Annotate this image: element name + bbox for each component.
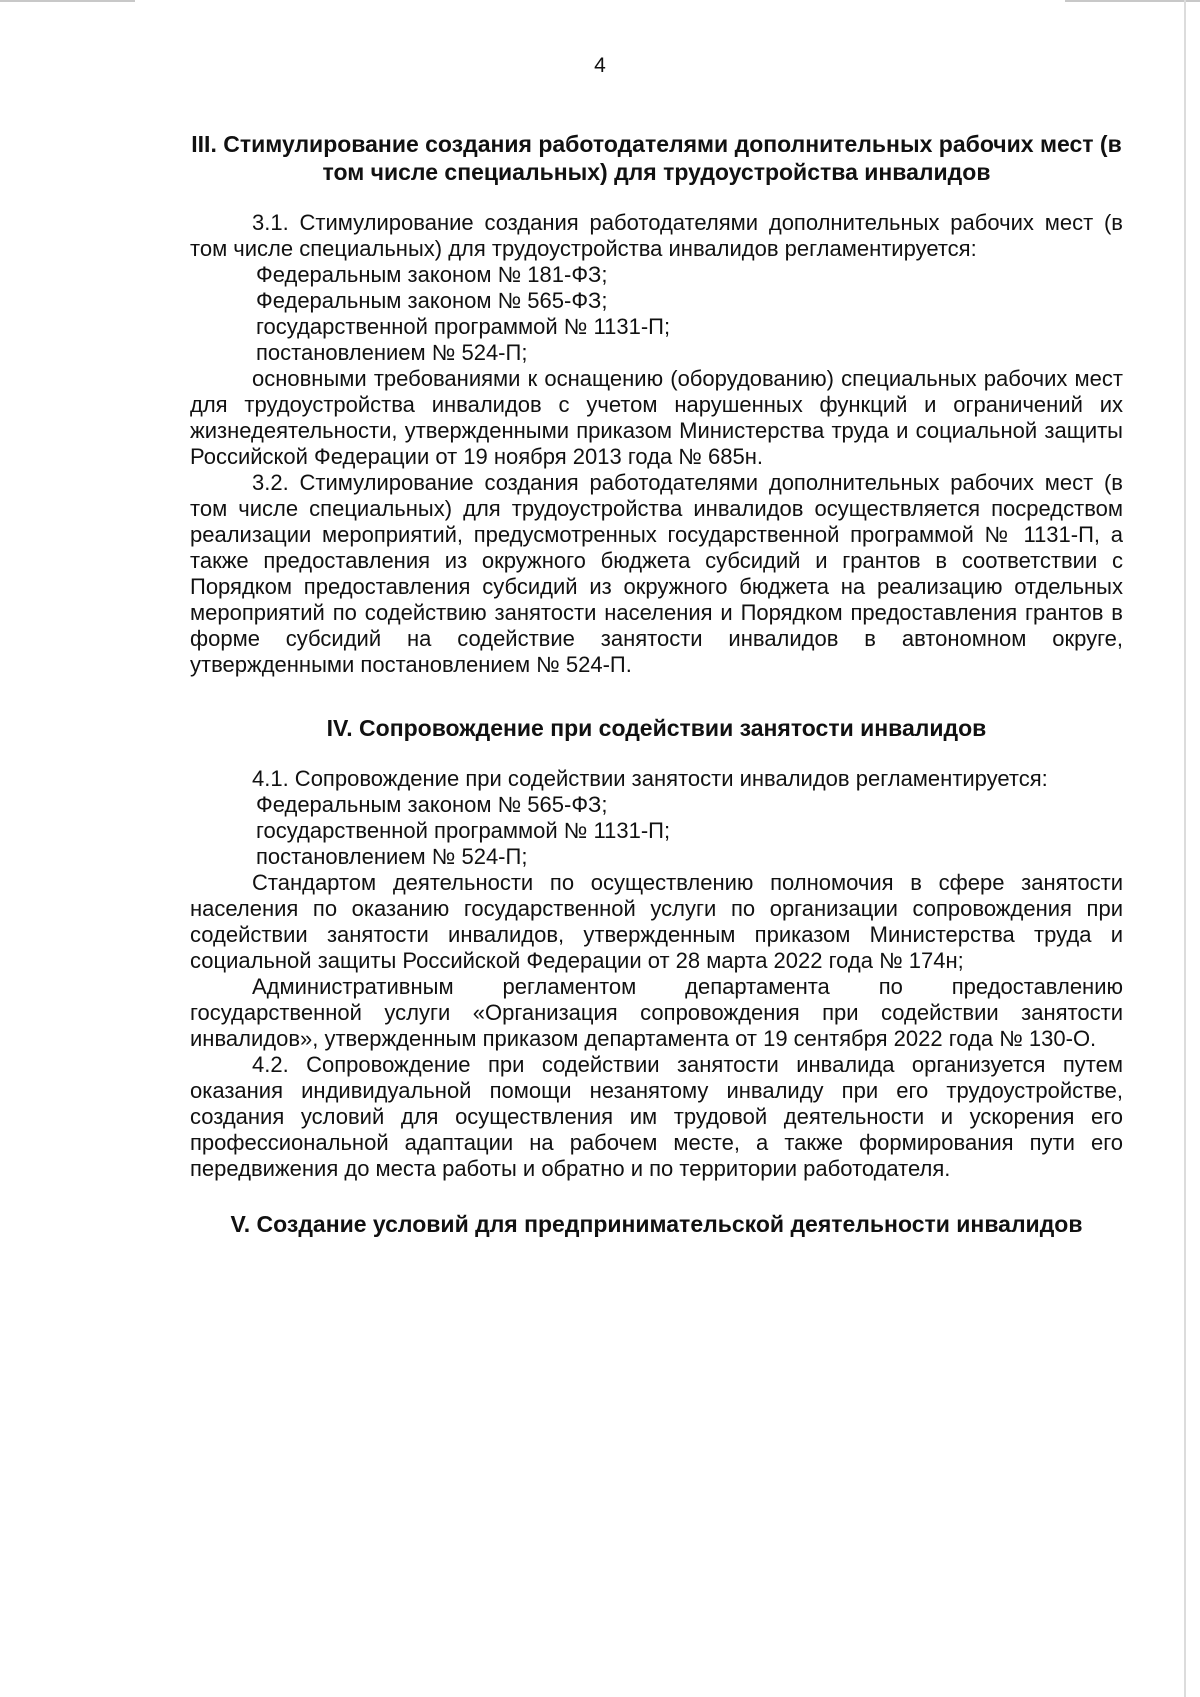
document-body xyxy=(190,130,1123,1262)
list-item: Федеральным законом № 181-ФЗ; xyxy=(256,262,608,287)
paragraph-4-1-regulation: Административным регламентом департамента по предоставлению государственной услуги «Организация сопровождения при содействии занятости инвалидов», утвержденным приказом департамента от 19 сентября 2022 года № 130-О. xyxy=(190,974,1123,1051)
list-item: государственной программой № 1131-П; xyxy=(256,314,671,339)
paragraph-4-2: 4.2. Сопровождение при содействии занятости инвалида организуется путем оказания индивидуальной помощи незанятому инвалиду при его трудоустройстве, создания условий для осуществления им трудовой деятельности и ускорения его профессиональной адаптации на рабочем месте, а также формирования пути его передвижения до места работы и обратно и по территории работодателя. xyxy=(190,1052,1123,1181)
section-5-heading: V. Создание условий для предпринимательской деятельности инвалидов xyxy=(230,1211,1083,1237)
paragraph-3-1-requirements: основными требованиями к оснащению (оборудованию) специальных рабочих мест для трудоустройства инвалидов с учетом нарушенных функций и ограничений их жизнедеятельности, утвержденными приказом Министерства труда и социальной защиты Российской Федерации от 19 ноября 2013 года № 685н. xyxy=(190,366,1123,469)
scan-edge-mark xyxy=(1065,0,1200,2)
paragraph-3-1-intro: 3.1. Стимулирование создания работодателями дополнительных рабочих мест (в том числе специальных) для трудоустройства инвалидов регламентируется: xyxy=(190,210,1123,261)
list-item: государственной программой № 1131-П; xyxy=(256,818,671,843)
list-item: Федеральным законом № 565-ФЗ; xyxy=(256,288,608,313)
list-item: Федеральным законом № 565-ФЗ; xyxy=(256,792,608,817)
section-3-heading: III. Стимулирование создания работодателями дополнительных рабочих мест (в том числе специальных) для трудоустройства инвалидов xyxy=(191,131,1122,185)
paragraph-3-2: 3.2. Стимулирование создания работодателями дополнительных рабочих мест (в том числе специальных) для трудоустройства инвалидов осуществляется посредством реализации мероприятий, предусмотренных государственной программой № 1131-П, а также предоставления из окружного бюджета субсидий и грантов в соответствии с Порядком предоставления субсидий из окружного бюджета на реализацию отдельных мероприятий по содействию занятости населения и Порядком предоставления грантов в форме субсидий на содействие занятости инвалидов в автономном округе, утвержденными постановлением № 524-П. xyxy=(190,470,1123,677)
scan-edge-mark xyxy=(0,0,135,2)
page-number: 4 xyxy=(594,54,606,77)
scan-edge-line xyxy=(1184,0,1186,1697)
list-item: постановлением № 524-П; xyxy=(256,844,528,869)
paragraph-4-1-standard: Стандартом деятельности по осуществлению полномочия в сфере занятости населения по оказанию государственной услуги по организации сопровождения при содействии занятости инвалидов, утвержденным приказом Министерства труда и социальной защиты Российской Федерации от 28 марта 2022 года № 174н; xyxy=(190,870,1123,973)
list-item: постановлением № 524-П; xyxy=(256,340,528,365)
section-4-heading: IV. Сопровождение при содействии занятости инвалидов xyxy=(326,715,987,741)
paragraph-4-1-intro: 4.1. Сопровождение при содействии занятости инвалидов регламентируется: xyxy=(252,766,1048,791)
